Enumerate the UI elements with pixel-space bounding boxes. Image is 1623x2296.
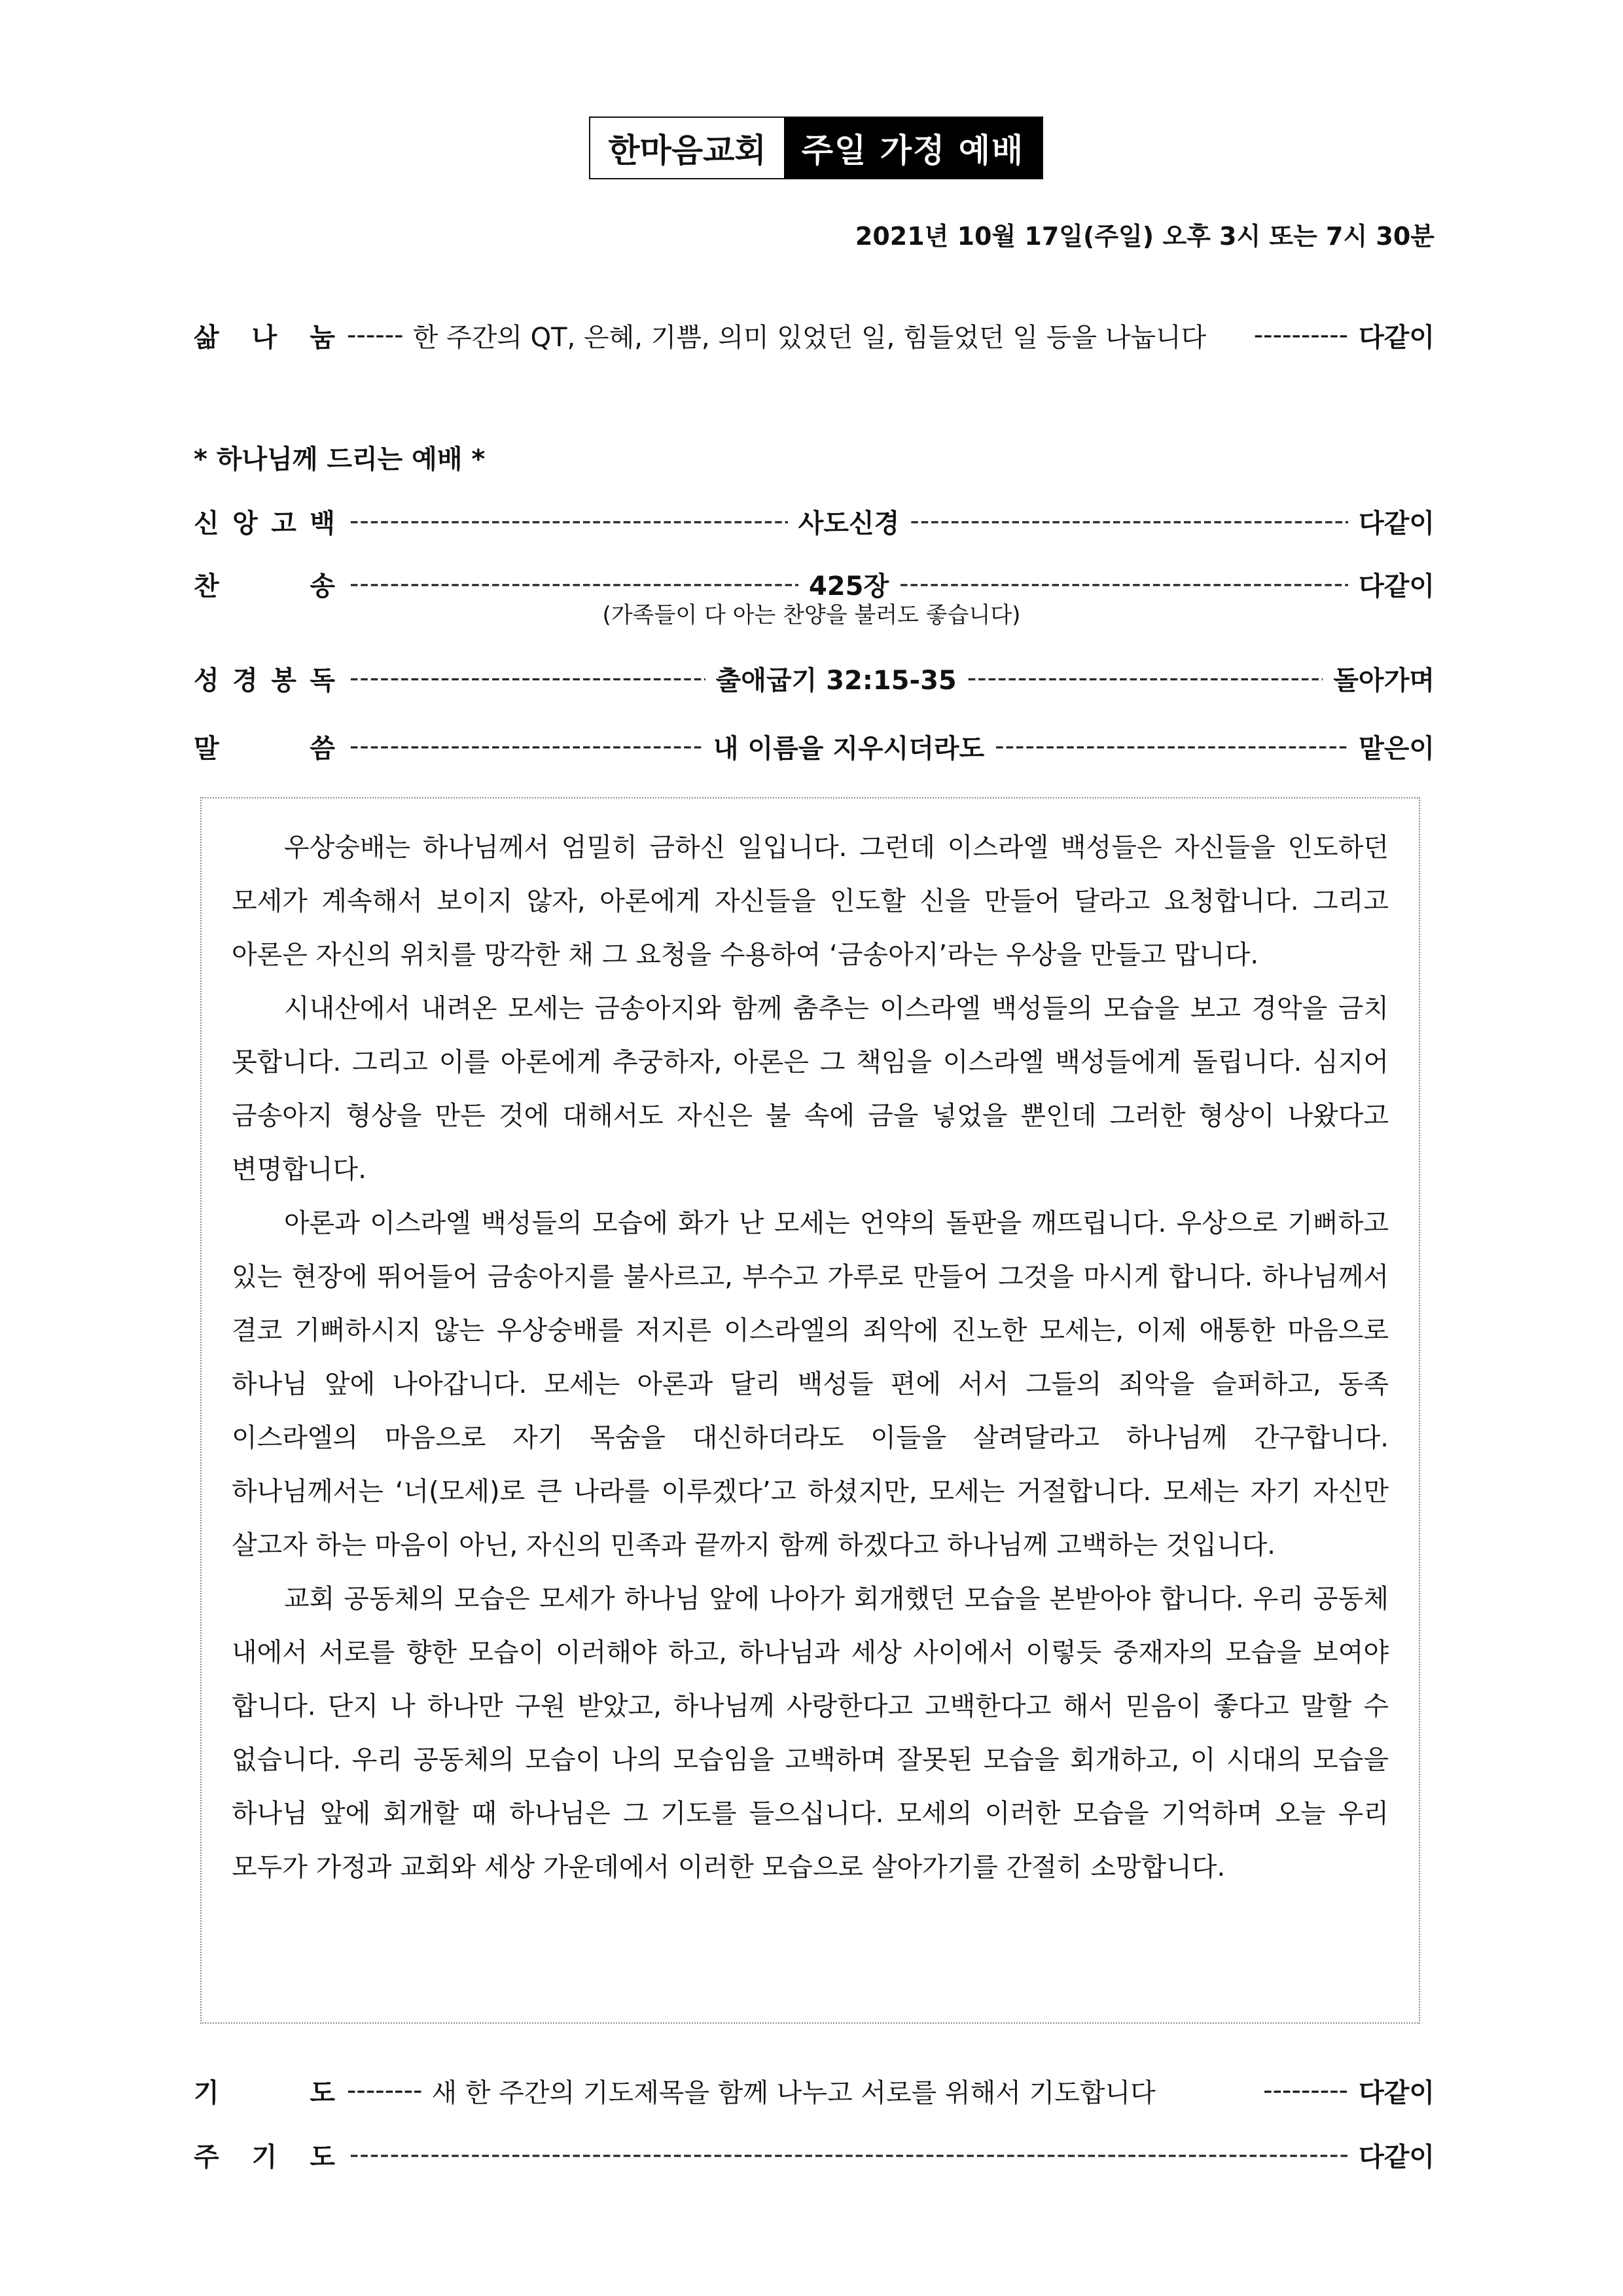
sermon-row [194,726,1435,766]
hymn-note: (가족들이 다 아는 찬양을 불러도 좋습니다) [602,602,1021,628]
lords-prayer-label: 주 기 도 [194,2142,335,2172]
reading-row [194,658,1435,698]
sermon-paragraph: 교회 공동체의 모습은 모세가 하나님 앞에 나아가 회개했던 모습을 본받아야 합니다. 우리 공동체 내에서 서로를 향한 모습이 이러해야 하고, 하나님과 세상 사이에서 이렇듯 중재자의 모습을 보여야 합니다. 단지 나 하나만 구원 받았고, 하나님께 사랑한다고 고백한다고 해서 믿음이 좋다고 말할 수 없습니다. 우리 공동체의 모습이 나의 모습임을 고백하며 잘못된 모습을 회개하고, 이 시대의 모습을 하나님 앞에 회개할 때 하나님은 그 기도를 들으십니다. 모세의 이러한 모습을 기억하며 오늘 우리 모두가 가정과 교회와 세상 가운데에서 이러한 모습으로 살아가기를 간절히 소망합니다. [232,1584,1389,1882]
creed-row [194,501,1435,541]
leader-dots [349,506,788,536]
title-box [589,117,1043,179]
prayer-row [194,2071,1435,2110]
leader-dots [995,731,1348,761]
leader-dots [899,569,1348,599]
reading-who: 돌아가며 [1333,665,1435,696]
hymn-who: 다같이 [1359,571,1435,601]
creed-who: 다같이 [1359,508,1435,539]
sharing-row [194,315,1435,355]
prayer-label: 기 도 [194,2077,335,2108]
sermon-body-box [200,797,1420,2024]
sermon-paragraph: 시내산에서 내려온 모세는 금송아지와 함께 춤추는 이스라엘 백성들의 모습을 보고 경악을 금치 못합니다. 그리고 이를 아론에게 추궁하자, 아론은 그 책임을 이스라엘 백성들에게 돌립니다. 심지어 금송아지 형상을 만든 것에 대해서도 자신은 불 속에 금을 넣었을 뿐인데 그러한 형상이 나왔다고 변명합니다. [232,994,1389,1185]
sermon-label: 말 씀 [194,733,335,764]
prayer-dashes: -------- [347,2075,423,2106]
prayer-who: 다같이 [1359,2077,1435,2108]
worship-date: 2021년 10월 17일(주일) 오후 3시 또는 7시 30분 [855,222,1435,251]
sermon-who: 맡은이 [1359,733,1435,764]
section-heading: * 하나님께 드리는 예배 * [194,444,486,475]
leader-dots [910,506,1348,536]
prayer-dashes-after: --------- [1263,2075,1349,2106]
creed-center: 사도신경 [798,508,900,539]
sermon-paragraph: 우상숭배는 하나님께서 엄밀히 금하신 일입니다. 그런데 이스라엘 백성들은 자신들을 인도하던 모세가 계속해서 보이지 않자, 아론에게 자신들을 인도할 신을 만들어 달라고 요청합니다. 그리고 아론은 자신의 위치를 망각한 채 그 요청을 수용하여 ‘금송아지’라는 우상을 만들고 맙니다. [232,833,1389,970]
sermon-center: 내 이름을 지우시더라도 [713,733,985,764]
hymn-label: 찬 송 [194,571,335,601]
sharing-who: 다같이 [1359,322,1435,353]
sharing-dashes: ------ [347,320,404,350]
hymn-center: 425장 [808,571,889,601]
sharing-label: 삶 나 눔 [194,322,335,353]
lords-prayer-who: 다같이 [1359,2142,1435,2172]
prayer-text: 새 한 주간의 기도제목을 함께 나누고 서로를 위해서 기도합니다 [431,2077,1156,2108]
sharing-dashes-after: ---------- [1253,320,1349,350]
leader-dots [349,2140,1348,2170]
reading-label: 성 경 봉 독 [194,665,335,696]
leader-dots [349,569,798,599]
leader-dots [967,663,1323,693]
reading-center: 출애굽기 32:15-35 [715,665,957,696]
sharing-text: 한 주간의 QT, 은혜, 기쁨, 의미 있었던 일, 힘들었던 일 등을 나눕니다 [412,322,1207,353]
leader-dots [349,663,705,693]
lords-prayer-row [194,2135,1435,2174]
church-name: 한마음교회 [590,118,784,178]
worship-title: 주일 가정 예배 [784,118,1042,178]
creed-label: 신 앙 고 백 [194,508,335,539]
leader-dots [349,731,703,761]
sermon-paragraph: 아론과 이스라엘 백성들의 모습에 화가 난 모세는 언약의 돌판을 깨뜨립니다. 우상으로 기뻐하고 있는 현장에 뛰어들어 금송아지를 불사르고, 부수고 가루로 만들어 그것을 마시게 합니다. 하나님께서 결코 기뻐하시지 않는 우상숭배를 저지른 이스라엘의 죄악에 진노한 모세는, 이제 애통한 마음으로 하나님 앞에 나아갑니다. 모세는 아론과 달리 백성들 편에 서서 그들의 죄악을 슬퍼하고, 동족 이스라엘의 마음으로 자기 목숨을 대신하더라도 이들을 살려달라고 하나님께 간구합니다. 하나님께서는 ‘너(모세)로 큰 나라를 이루겠다’고 하셨지만, 모세는 거절합니다. 모세는 자기 자신만 살고자 하는 마음이 아닌, 자신의 민족과 끝까지 함께 하겠다고 하나님께 고백하는 것입니다. [232,1208,1389,1560]
